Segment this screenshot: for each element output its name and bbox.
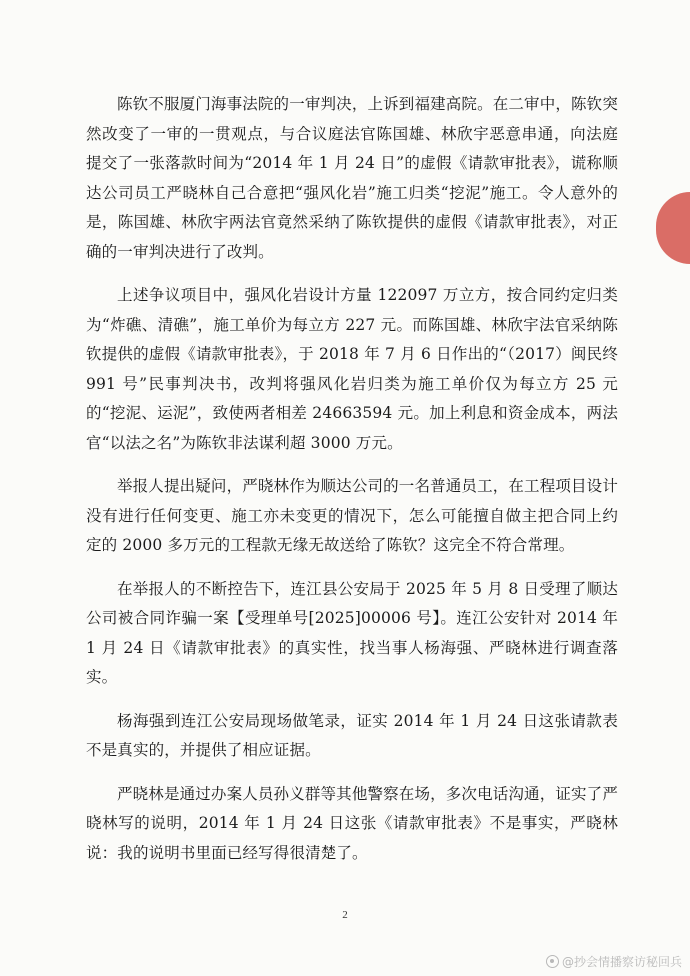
- paragraph-5: 杨海强到连江公安局现场做笔录，证实 2014 年 1 月 24 日这张请款表不是真实的，并提供了相应证据。: [86, 711, 618, 759]
- watermark-text: @抄会情播察访秘回兵: [561, 955, 682, 969]
- paragraph-6: 严晓林是通过办案人员孙义群等其他警察在场，多次电话沟通，证实了严晓林写的说明，2014 年 1 月 24 日这张《请款审批表》不是事实，严晓林说：我的说明书里面已经写得很清楚了。: [86, 784, 618, 862]
- document-body: [86, 90, 618, 882]
- weibo-icon: [546, 955, 559, 968]
- page-number: 2: [342, 909, 348, 921]
- paragraph-2: 上述争议项目中，强风化岩设计方量 122097 万立方，按合同约定归类为“炸礁、清礁”，施工单价为每立方 227 元。而陈国雄、林欣宇法官采纳陈钦提供的虚假《请款审批表》，于 2018 年 7 月 6 日作出的“（2017）闽民终 991 号”民事判决书，改判将强风化岩归类为施工单价仅为每立方 25 元的“挖泥、运泥”，致使两者相差 24663594 元。加上利息和资金成本，两法官“以法之名”为陈钦非法谋利超 3000 万元。: [86, 286, 618, 452]
- watermark: [546, 953, 682, 970]
- paragraph-3: 举报人提出疑问，严晓林作为顺达公司的一名普通员工，在工程项目设计没有进行任何变更、施工亦未变更的情况下，怎么可能擅自做主把合同上约定的 2000 多万元的工程款无缘无故送给了陈钦？这完全不符合常理。: [86, 477, 618, 554]
- paragraph-4: 在举报人的不断控告下，连江县公安局于 2025 年 5 月 8 日受理了顺达公司被合同诈骗一案【受理单号[2025]00006 号】。连江公安针对 2014 年 1 月 24 日《请款审批表》的真实性，找当事人杨海强、严晓林进行调查落实。: [86, 579, 618, 686]
- paragraph-1: 陈钦不服厦门海事法院的一审判决，上诉到福建高院。在二审中，陈钦突然改变了一审的一贯观点，与合议庭法官陈国雄、林欣宇恶意串通，向法庭提交了一张落款时间为“2014 年 1 月 24 日”的虚假《请款审批表》，谎称顺达公司员工严晓林自己合意把“强风化岩”施工归类“挖泥”施工。令人意外的是，陈国雄、林欣宇两法官竟然采纳了陈钦提供的虚假《请款审批表》，对正确的一审判决进行了改判。: [86, 95, 618, 261]
- red-seal-stamp: [656, 192, 690, 264]
